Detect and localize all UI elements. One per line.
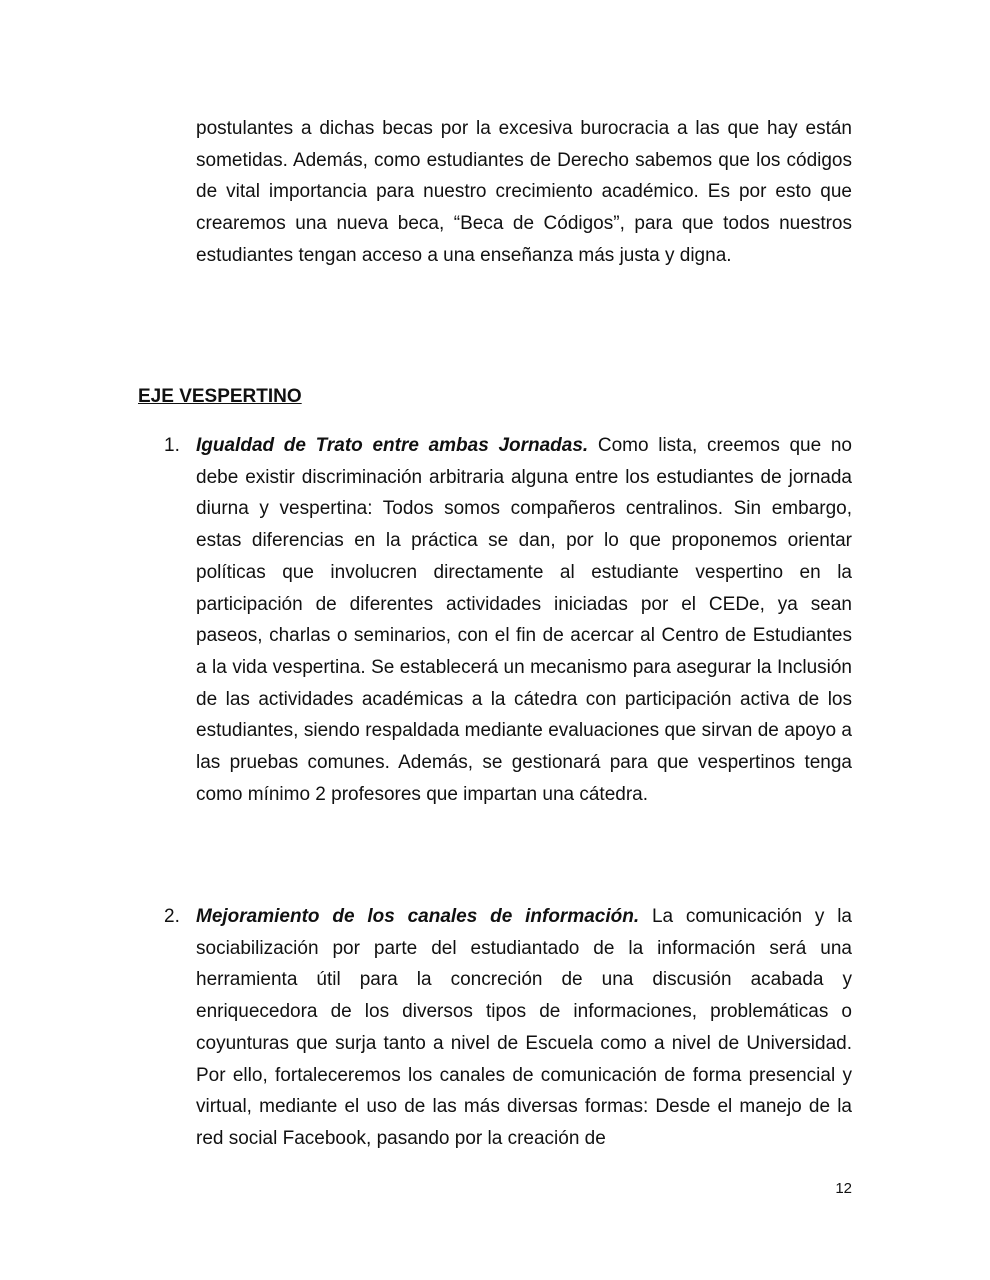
list-item-text: Como lista, creemos que no debe existir discriminación arbitraria alguna entre los estudiantes de jornada diurna y vespertina: Todos somos compañeros centralinos. Sin embargo, estas diferencias en la práctica se dan, por lo que proponemos orientar políticas que involucren directamente al estudiante vespertino en la participación de diferentes actividades iniciadas por el CEDe, ya sean paseos, charlas o seminarios, con el fin de acercar al Centro de Estudiantes a la vida vespertina. Se establecerá un mecanismo para asegurar la Inclusión de las actividades académicas a la cátedra con participación activa de los estudiantes, siendo respaldada mediante evaluaciones que sirvan de apoyo a las pruebas comunes. Además, se gestionará para que vespertinos tenga como mínimo 2 profesores que impartan una cátedra.: [196, 435, 852, 805]
list-item-lead: Igualdad de Trato entre ambas Jornadas.: [196, 435, 589, 456]
intro-paragraph: postulantes a dichas becas por la excesiva burocracia a las que hay están sometidas. Además, como estudiantes de Derecho sabemos que los códigos de vital importancia para nuestro crecimiento académico. Es por esto que crearemos una nueva beca, “Beca de Códigos”, para que todos nuestros estudiantes tengan acceso a una enseñanza más justa y digna.: [196, 118, 852, 266]
section-heading: EJE VESPERTINO: [138, 386, 302, 407]
list-number: 2.: [164, 906, 180, 927]
page-number: 12: [835, 1180, 852, 1197]
list-item-canales: [164, 901, 852, 1155]
list-item-igualdad: [164, 430, 852, 810]
list-item-text: La comunicación y la sociabilización por parte del estudiantado de la información será una herramienta útil para la concreción de una discusión acabada y enriquecedora de los diversos tipos de informaciones, problemáticas o coyunturas que surja tanto a nivel de Escuela como a nivel de Universidad. Por ello, fortaleceremos los canales de comunicación de forma presencial y virtual, mediante el uso de las más diversas formas: Desde el manejo de la red social Facebook, pasando por la creación de: [196, 906, 852, 1149]
list-item-lead: Mejoramiento de los canales de información.: [196, 906, 640, 927]
list-number: 1.: [164, 435, 180, 456]
